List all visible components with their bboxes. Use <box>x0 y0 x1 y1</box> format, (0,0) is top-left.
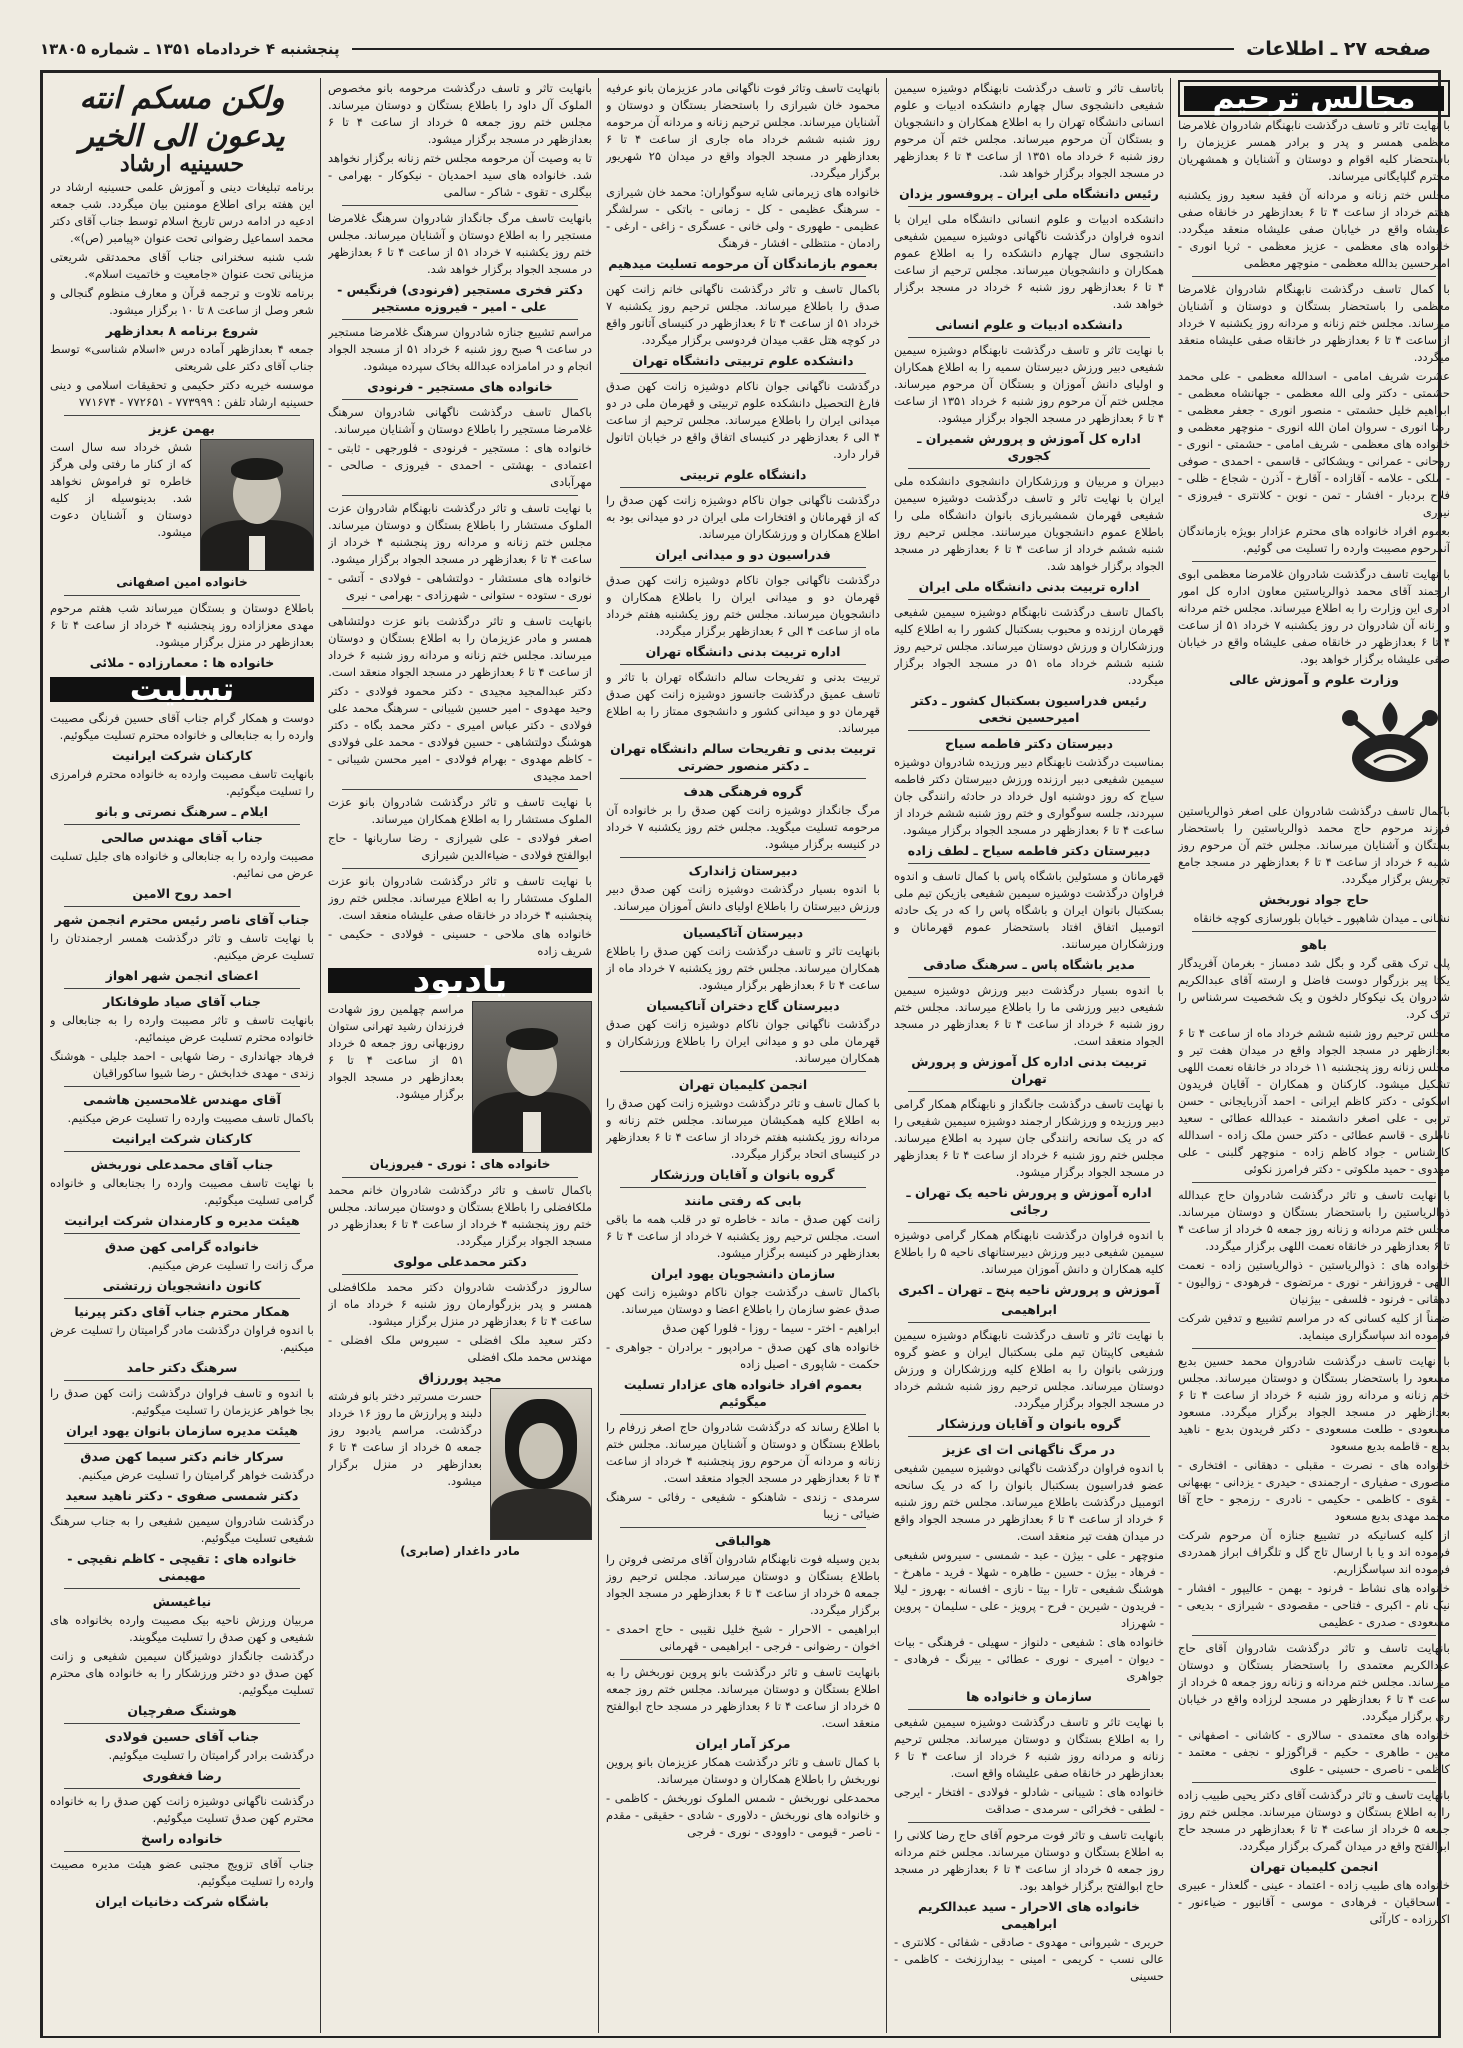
notice-signers: خانواده های : ذوالریاستین - ذوالریاستین زاده - نعمت اللهی - فروزانفر - نوری - مرتضوی - فرهودی - زوالیون - دهقانی - فرنود - فلسفی - بیژنیان <box>1178 1258 1450 1306</box>
notice-heading: تربیت بدنی اداره کل آموزش و پرورش تهران <box>911 1054 1147 1086</box>
notice-text: با کمال تاسف و تاثر درگذشت همکار عزیزمان بانو پروین نوربخش را باطلاع همکاران و دوستان میرساند. <box>606 1755 880 1786</box>
taslit-banner: تسلیت <box>50 677 314 702</box>
divider <box>64 415 300 416</box>
notice-text: بمناسبت درگذشت نابهنگام دبیر ورزیده شادروان دوشیزه سیمین شفیعی دبیر ارزنده ورزش دبیرستان دکتر فاطمه سیاح که روز دوشنبه اول خرداد در حادثه رانندگی جان سپردند، جلسه سوگواری و ختم روز شنبه ششم خرداد از ساعت ۴ تا ۶ بعدازظهر در مسجد الجواد برگزار میشود. <box>894 755 1164 837</box>
divider <box>64 1588 300 1589</box>
notice-text: درگذشت شادروان سیمین شفیعی را به جناب سرهنگ شفیعی تسلیت میگوئیم. <box>50 1514 314 1545</box>
notice-text: بانهایت تاثر و تاسف درگذشت زانت کهن صدق را باطلاع همکاران میرساند. مجلس ختم روز یکشنبه ۷ خرداد ماه از ساعت ۴ تا ۶ بعدازظهر برگزار میشود. <box>606 944 880 992</box>
notice-text: با نهایت تاثر و تاسف درگذشت نابهنگام دوشیزه سیمین شفیعی دبیر ورزش دبیرستان سمیه را به اطلاع همکاران و اولیای دانش آموزان و بستگان آن مرحوم میرساند. مجلس ختم آن مرحوم روز شنبه ۶ خرداد ۱۳۵۱ از ساعت ۴ تا ۶ بعدازظهر در مسجد الجواد برگزار میشود. <box>894 343 1164 425</box>
notice-text: با اندوه بسیار درگذشت دوشیزه زانت کهن صدق دبیر ورزش دبیرستان را باطلاع اولیای دانش آموزان میرساند. <box>606 882 880 913</box>
notice-text: نشانی ـ میدان شاهپور ـ خیابان بلورسازی کوچه خانقاه <box>1193 911 1450 925</box>
notice-text: ضمناً از کلیه کسانی که در مراسم تشییع و تدفین شرکت فرموده اند سپاسگزاری مینماید. <box>1178 1311 1450 1342</box>
notice-text: درگذشت برادر گرامیتان را تسلیت میگوئیم. <box>108 1748 314 1762</box>
notice-heading: جناب آقای ناصر رئیس محترم انجمن شهر <box>54 912 310 927</box>
divider <box>64 1788 300 1789</box>
notice-heading: خانواده گرامی کهن صدق <box>104 1239 260 1254</box>
notice-text: با کمال تاسف درگذشت نابهنگام شادروان غلامرضا معظمی را باستحضار بستگان و دوستان و آشنایان میرساند. مجلس ختم زنانه و مردانه روز یکشنبه ۷ خرداد از ساعت ۴ تا ۶ بعدازظهر در خانقاه صفی علیشاه منعقد میگردد. <box>1178 282 1450 364</box>
notice-text: با نهایت تاثر و تاسف درگذشت نابهنگام شادروان غلامرضا معظمی همسر و پدر و برادر همسر عزیزمان را باستحضار کلیه اقوام و دوستان و آشنایان و همشهریان محترم گلپایگانی میرساند. <box>1178 118 1450 183</box>
notice-heading: همکار محترم جناب آقای دکتر پیرنیا <box>74 1304 290 1319</box>
notice-heading: جناب آقای محمدعلی نوربخش <box>90 1157 274 1172</box>
divider <box>1192 276 1436 277</box>
notice-heading: ایلام ـ سرهنگ نصرتی و بانو <box>95 804 269 819</box>
divider <box>64 1723 300 1724</box>
notice-text: بانهایت تاسف و تاثر درگذشت بانو پروین نوربخش را به اطلاع بستگان و دوستان میرساند. مجلس ختم روز جمعه ۵ خرداد از ساعت ۴ تا ۶ بعدازظهر در مسجد حاج ابوالفتح منعقد است. <box>606 1665 880 1730</box>
divider <box>908 468 1150 469</box>
notice-heading: مرکز آمار ایران <box>695 1736 791 1751</box>
notice-signers: خانواده های طبیب زاده - اعتماد - عینی - گلعذار - عبیری - اسحاقیان - فرهادی - موسی - آقانیور - ضیاءنور - اکبرزاده - کارآئی <box>1178 1878 1450 1926</box>
notice-heading: دانشکده ادبیات و علوم انسانی <box>935 317 1123 332</box>
notice-heading: مدیر باشگاه پاس ـ سرهنگ صادقی <box>923 957 1135 972</box>
notice-heading: دبیرستان آتاکیسیان <box>682 925 804 940</box>
notice-text: موسسه خیریه دکتر حکیمی و تحقیقات اسلامی و دینی حسینیه ارشاد تلفن : ۷۷۳۹۹۹ - ۷۷۲۶۵۱ - ۷۷۱۶۷۴ <box>50 378 314 409</box>
notice-heading: تربیت بدنی و تفریحات سالم دانشگاه تهران ـ دکتر منصور حضرتی <box>610 741 876 773</box>
divider <box>620 487 866 488</box>
column-rule <box>598 78 599 2033</box>
notice-text: باکمال تاسف درگذشت شادروان علی اصغر ذوالریاستین فرزند مرحوم حاج محمد ذوالریاستین را باستحضار بستگان و آشنایان میرساند. مجلس ختم آن مرحوم روز شنبه ۶ خرداد از ساعت ۴ تا ۶ بعدازظهر در مسجد جامع تجریش برگزار میگردد. <box>1178 804 1450 886</box>
memorial-block <box>328 1388 592 1540</box>
notice-text: تا به وصیت آن مرحومه مجلس ختم زنانه برگزار نخواهد شد. خانواده های سید احمدیان - نیکوکار - بهرامی - بیگلری - تقوی - شاکر - سالمی <box>328 151 592 199</box>
column-rule <box>1170 78 1171 2033</box>
memorial-block <box>50 439 314 571</box>
notice-text: از کلیه کسانیکه در تشییع جنازه آن مرحوم شرکت فرموده اند و یا با ارسال تاج گل و تلگراف ابراز همدردی فرموده اند سپاسگزاریم. <box>1178 1528 1450 1576</box>
notice-signers: عشرت شریف امامی - اسدالله معظمی - علی محمد حشمتی - دکتر ولی الله معظمی - جهانشاه معظمی - ابراهیم خلیل حشمتی - منصور انوری - جعفر معظمی - رضا انوری - سروان امان الله انوری - منوچهر معظمی و خانواده های معظمی - شریف امامی - حشمتی - انوری - روحانی - عمرانی - ویشکائی - قاسمی - احمدی - صوفی - ملکی - علامه - آقازاده - آقارخ - آذرن - شجاع - ظلی - فلاح بردبار - افشار - تمن - نوبن - کلانتری - فیروزی - نیوری <box>1178 369 1450 519</box>
notice-text: بدین وسیله فوت نابهنگام شادروان آقای مرتضی فروتن را باطلاع بستگان و دوستان میرساند. مجلس ترحیم روز جمعه ۵ خرداد از ساعت ۴ تا ۶ بعدازظهر در مسجد الجواد برگزار میگردد. <box>606 1552 880 1617</box>
notice-text: تربیت بدنی و تفریحات سالم دانشگاه تهران با تاثر و تاسف عمیق درگذشت جانسوز دوشیزه زانت کهن صدق قهرمان دو و میدانی کشور و دانشجوی ممتاز را به اطلاع میرساند. <box>606 670 880 735</box>
notice-text: مرگ زانت را تسلیت عرض میکنیم. <box>147 1258 314 1272</box>
divider <box>342 1177 578 1178</box>
notice-heading: دکتر شمسی صفوی - دکتر ناهید سعید <box>65 1488 299 1503</box>
divider <box>64 1851 300 1852</box>
notice-text: با نهایت تاسف درگذشت شادروان غلامرضا معظمی ابوی ارجمند آقای محمد ذوالریاستین معاون اداره کل امور اداری این وزارت را به اطلاع میرساند. مجلس ختم مردانه و زنانه آن شادروان در روز یکشنبه ۷ خرداد ۵۱ از ساعت ۴ تا ۶ بعدازظهر در خانقاه صفی علیشاه واقع در خیابان صفی علیشاه برگزار خواهد بود. <box>1178 567 1450 666</box>
notice-heading: بهمن عزیز <box>149 421 215 436</box>
divider <box>620 1659 866 1660</box>
notice-text: درگذشت ناگهانی جوان ناکام دوشیزه زانت کهن صدق فارغ التحصیل دانشکده علوم تربیتی و قهرمان ملی در دو میدانی ایران را باطلاع میرساند. مجلس ترحیم از ساعت ۴ الی ۶ بعدازظهر در کنیسای اتفاق واقع در خیابان اتانول قرار دارد. <box>606 379 880 461</box>
notice-heading: دانشکده علوم تربیتی دانشگاه تهران <box>632 353 854 368</box>
divider <box>342 789 578 790</box>
notice-text: قهرمانان و مسئولین باشگاه پاس با کمال تاسف و اندوه فراوان درگذشت دوشیزه سیمین شفیعی بازیکن تیم ملی بسکتبال بانوان ایران و باشگاه پاس را که در یک حادثه اتومبیل اتفاق افتاد باستحضار عموم قهرمانان و ورزشکاران میرسانند. <box>894 869 1164 951</box>
notice-heading: دبیرستان ژاندارک <box>688 863 798 878</box>
divider <box>342 608 578 609</box>
notice-text: با نهایت تاسف و تاثر درگذشت همسر ارجمندتان را تسلیت عرض میکنیم. <box>50 931 314 962</box>
majales-tarhim-header <box>1178 80 1450 117</box>
divider <box>64 1151 300 1152</box>
notice-heading: بابی که رفتی مانند <box>684 1193 802 1208</box>
divider <box>64 595 300 596</box>
notice-text: پلی ترک هقی گرد و بگل شد دمساز - بغرمان آفریدگار یکتا پیر بزرگوار دوست فاضل و ارسته آقای عبدالکریم شادروان یک نیکوکار دلخون و یک شخصیت سرشناس را ترک کرد. <box>1178 956 1450 1021</box>
notice-heading: خانواده های مستجیر - فرنودی <box>367 379 553 394</box>
notice-heading: انجمن کلیمیان تهران <box>678 1077 808 1092</box>
notice-text: بانهایت تاسف و تاثر درگذشت آقای دکتر یحیی طبیب زاده را به اطلاع بستگان و دوستان میرساند. مجلس ختم روز جمعه ۵ خرداد از ساعت ۴ تا ۶ بعدازظهر در مسجد حاج ابوالفتح واقع در میدان گمرک برگزار میگردد. <box>1178 1788 1450 1853</box>
notice-heading: خانواده راسخ <box>141 1831 223 1846</box>
notice-heading: دکتر فخری مستجیر (فرنودی) فرنگیس - علی - امیر - فیروزه مستجیر <box>337 282 583 314</box>
notice-heading: جناب آقای صیاد طوفانکار <box>103 994 261 1009</box>
divider <box>64 1298 300 1299</box>
notice-signature: انجمن کلیمیان تهران <box>1249 1859 1379 1874</box>
divider <box>342 868 578 869</box>
divider <box>620 1414 866 1415</box>
notice-heading: کارکنان شرکت ایرانیت <box>111 748 253 763</box>
notice-text: مجلس ترحیم روز شنبه ششم خرداد ماه از ساعت ۴ تا ۶ بعدازظهر در مسجد الجواد واقع در میدان هفت تیر و مجلس زنانه روز پنجشنبه ۱۱ خرداد در خانقاه نعمت اللهی تشکیل میشود. کارکنان و همکاران - آقایان فریدون اسکوئی - دکتر کاظم ایرانی - احمد آذربایجانی - حسن ترابی - علی اصغر دانشمند - عبدالله عطائی - سعید ناظری - قاسم عطائی - دکتر حسن ملک زاده - اسدالله کارشناس - جواد کاظم زاده - منوچهر گلبنی - علی مهدوی - حمید ملکوتی - دکتر فرامرز نکوئی <box>1178 1026 1450 1176</box>
notice-heading: اداره تربیت بدنی دانشگاه ملی ایران <box>918 579 1140 594</box>
divider <box>64 1233 300 1234</box>
notice-text: با نهایت تاسف و تاثر درگذشت شادروان بانو عزت الملوک مستشار را به اطلاع میرساند. مجلس ختم روز پنجشنبه ۴ خرداد در خانقاه صفی علیشاه منعقد است. <box>328 874 592 922</box>
notice-text: مراسم تشییع جنازه شادروان سرهنگ غلامرضا مستجیر در ساعت ۹ صبح روز شنبه ۶ خرداد ۵۱ از مسجد الجواد انجام و در امامزاده عبدالله بخاک سپرده میشود. <box>328 325 592 373</box>
notice-heading: گروه فرهنگی هدف <box>683 784 803 799</box>
notice-text: با کمال تاسف و تاثر درگذشت دوشیزه زانت کهن صدق را به اطلاع کلیه همکیشان میرساند. مجلس ختم زنانه و مردانه روز یکشنبه هفتم خرداد از ساعت ۴ تا ۶ بعدازظهر در کنیسای اتحاد برگزار میگردد. <box>606 1096 880 1161</box>
notice-heading: فدراسیون دو و میدانی ایران <box>655 547 831 562</box>
notice-text: برنامه تبلیغات دینی و آموزش علمی حسینیه ارشاد در این هفته برای اطلاع مومنین بیان میگردد. شب جمعه ادعیه در ادامه درس تاریخ اسلام توسط جناب آقای دکتر محمد اسماعیل رضوانی تحت عنوان «پیامبر (ص)». <box>50 180 314 245</box>
notice-heading: کانون دانشجویان زرتشتی <box>102 1278 262 1293</box>
notice-heading: آموزش و پرورش ناحیه پنج ـ تهران ـ اکبری <box>898 1282 1160 1297</box>
notice-text: با نهایت تاثر و تاسف درگذشت نابهنگام دوشیزه سیمین شفیعی کاپیتان تیم ملی بسکتبال ایران و عضو گروه ورزشی بانوان را به اطلاع کلیه ورزشکاران و ورزش دوستان میرساند. مجلس ترحیم روز شنبه ششم خرداد در مسجد الجواد برگزار میگردد. <box>894 1328 1164 1410</box>
column-1 <box>1178 80 1450 2030</box>
notice-text: باکمال تاسف درگذشت نابهنگام دوشیزه سیمین شفیعی قهرمان ارزنده و محبوب بسکتبال کشور را به اطلاع کلیه ورزشکاران و ورزش دوستان میرساند. مجلس ترحیم روز شنبه ششم خرداد ماه ۵۱ در مسجد الجواد برگزار میگردد. <box>894 605 1164 687</box>
divider <box>342 495 578 496</box>
notice-text: با اندوه فراوان درگذشت ناگهانی دوشیزه سیمین شفیعی عضو فدراسیون بسکتبال بانوان را که در یک سانحه اتومبیل درگذشت باطلاع میرساند. مجلس ختم روز شنبه ۶ خرداد از ساعت ۴ تا ۶ بعدازظهر در مسجد الجواد واقع در میدان هفت تیر منعقد است. <box>894 1461 1164 1543</box>
notice-text: شش خرداد سه سال است که از کنار ما رفتی ولی هرگز خاطره تو فراموش نخواهد شد. بدینوسیله از کلیه دوستان و آشنایان دعوت میشود. <box>50 440 192 539</box>
notice-signers: منوچهر - علی - بیژن - عبد - شمسی - سیروس شفیعی - فرهاد - بیژن - حسین - طاهره - شهلا - فرید - ماهرخ - هوشنگ شفیعی - تارا - بیتا - نازی - افسانه - بهروز - لیلا - فریدون - شیرین - فرح - پرویز - علی - سلیمان - پروین - شهرزاد <box>894 1548 1164 1630</box>
notice-text: با نهایت تاثر و تاسف درگذشت دوشیزه سیمین شفیعی را به اطلاع بستگان و دوستان میرساند. مجلس ترحیم زنانه و مردانه روز شنبه ۶ خرداد از ساعت ۴ تا ۶ بعدازظهر در خانقاه صفی علیشاه واقع است. <box>894 1715 1164 1780</box>
notice-heading: احمد روح الامین <box>132 886 232 901</box>
notice-text: حسرت مسرتبر دختر بانو فرشته دلبند و پرارزش ما روز ۱۶ خرداد درگذشت. مراسم یادبود روز جمعه ۵ خرداد از ساعت ۴ تا ۶ بعدازظهر در منزل برگزار میشود. <box>328 1389 482 1488</box>
divider <box>620 276 866 277</box>
notice-text: باکمال تاسف مصیبت وارده را تسلیت عرض میکنیم. <box>67 1111 314 1125</box>
issue-date: پنجشنبه ۴ خردادماه ۱۳۵۱ ـ شماره ۱۳۸۰۵ <box>40 40 340 58</box>
divider <box>908 1709 1150 1710</box>
notice-signers: فرهاد جهانداری - رضا شهابی - احمد جلیلی - هوشنگ زندی - مهدی خدابخش - رضا شیوا ساکوراقیان <box>50 1049 314 1080</box>
divider <box>620 919 866 920</box>
divider <box>342 319 578 320</box>
masthead-rule <box>352 48 1235 50</box>
notice-heading: بعموم بازماندگان آن مرحومه تسلیت میدهیم <box>608 256 878 271</box>
notice-text: درگذشت ناگهانی جوان ناکام دوشیزه زانت کهن صدق قهرمان ملی دو و میدانی ایران را باطلاع ورزشکاران و همکاران میرساند. <box>606 1017 880 1065</box>
notice-heading: باشگاه شرکت دخانیات ایران <box>95 1894 269 1909</box>
notice-signers: دکتر عبدالمجید مجیدی - دکتر محمود فولادی - دکتر وحید مهدوی - امیر حسین شیبانی - سرهنگ محمد علی فولادی - دکتر عباس امیری - دکتر محمد بگاه - دکتر هوشنگ دولتشاهی - حسین فولادی - محمد علی فولادی - کاظم مهدوی - بهرام فولادی - امیر محسن شیبانی - احمد مجیدی <box>328 684 592 783</box>
divider <box>908 1222 1150 1223</box>
notice-text: بانهایت تاسف و تاثر درگذشت شادروان آقای حاج عبدالکریم معتمدی را باستحضار بستگان و دوستان میرساند. مجلس ختم مردانه و زنانه روز جمعه ۵ خرداد از ساعت ۴ تا ۶ بعدازظهر در مسجد لرزاده واقع در خیابان ری برگزار میگردد. <box>1178 1641 1450 1723</box>
notice-text: مربیان ورزش ناحیه بیک مصیبت وارده بخانواده های شفیعی و کهن صدق را تسلیت میگویند. <box>50 1613 314 1644</box>
notice-text: زانت کهن صدق - ماند - خاطره تو در قلب همه ما باقی است. مجلس ترحیم روز یکشنبه ۷ خرداد از ساعت ۴ تا ۶ بعدازظهر در کنیسه برگزار میشود. <box>606 1212 880 1260</box>
divider <box>342 399 578 400</box>
notice-heading: رئیس فدراسیون بسکتبال کشور ـ دکتر امیرحسین نخعی <box>911 693 1147 725</box>
section-title: مجالس ترحیم <box>1184 86 1444 111</box>
notice-heading: خانواده های الاحرار - سید عبدالکریم ابراهیمی <box>918 1899 1140 1931</box>
divider <box>908 599 1150 600</box>
divider <box>908 1822 1150 1823</box>
column-rule <box>320 78 321 2033</box>
photo-caption: مادر داغدار (صابری) <box>400 1544 520 1558</box>
notice-text: با اندوه فراوان درگذشت مادر گرامیتان را تسلیت عرض میکنیم. <box>50 1323 314 1354</box>
notice-signers: خانواده های : مستجیر - فرنودی - فلورجهی - ثابتی - اعتمادی - بهشتی - احمدی - فیروزی - صالحی - مهرآبادی <box>328 441 592 489</box>
notice-signers: خانواده های : شفیعی - دلنواز - سهیلی - فرهنگی - بیات - دیوان - امیری - نوری - عطائی - بیرنگ - فرهادی - جواهری <box>894 1635 1164 1683</box>
photo-caption: خانواده های : نوری - فیروزیان <box>369 1157 551 1171</box>
divider <box>620 1071 866 1072</box>
notice-text: دبیران و مربیان و ورزشکاران دانشجوی دانشکده ملی ایران با نهایت تاثر و تاسف درگذشت دوشیزه سیمین شفیعی قهرمان شمشیربازی بانوان دانشگاه ملی را باطلاع عموم دانشجویان میرسانند. مجلس ترحیم روز شنبه ششم خرداد از ساعت ۴ تا ۶ بعدازظهر در مسجد الجواد برگزار خواهد شد. <box>894 474 1164 573</box>
notice-signers: سرمدی - زندی - شاهنکو - شفیعی - رفائی - سرهنگ ضیائی - زیبا <box>606 1490 880 1521</box>
notice-heading: در مرگ ناگهانی ات ای عزیز <box>943 1442 1115 1457</box>
notice-text: با اندوه فراوان درگذشت نابهنگام همکار گرامی دوشیزه سیمین شفیعی دبیر ورزش دبیرستانهای ناحیه ۵ را باطلاع کلیه همکاران و دانش آموزان میرساند. <box>894 1228 1164 1276</box>
notice-text: شب شنبه سخنرانی جناب آقای محمدتقی شریعتی مزینانی تحت عنوان «جامعیت و خاتمیت اسلام». <box>50 250 314 281</box>
divider <box>64 824 300 825</box>
divider <box>64 1380 300 1381</box>
divider <box>620 778 866 779</box>
divider <box>1192 1182 1436 1183</box>
divider <box>1192 561 1436 562</box>
divider <box>620 1187 866 1188</box>
notice-signers: ابراهیمی - الاحرار - شیخ خلیل نقیبی - حاج احمدی - اخوان - رضوانی - فرجی - ابراهیمی - قهرمانی <box>606 1622 880 1653</box>
divider <box>64 1086 300 1087</box>
notice-text: بعموم افراد خانواده های محترم عزادار بویژه بازماندگان آنمرحوم مصیبت وارده را تسلیت می گوئیم. <box>1178 524 1450 555</box>
masthead <box>40 34 1431 64</box>
notice-text: با اطلاع رساند که درگذشت شادروان حاج اصغر زرفام را باطلاع بستگان و دوستان و آشنایان میرساند. مجلس ختم زنانه و مردانه آن مرحوم روز پنجشنبه ۴ خرداد از ساعت ۴ تا ۶ بعدازظهر در مسجد الجواد منعقد است. <box>606 1420 880 1485</box>
divider <box>342 205 578 206</box>
notice-heading: خانواده ها : معمارزاده - ملائی <box>89 655 275 670</box>
notice-text: باکمال تاسف درگذشت ناگهانی شادروان سرهنگ غلامرضا مستجیر را باطلاع دوستان و آشنایان میرساند. <box>328 405 592 436</box>
notice-heading: اداره تربیت بدنی دانشگاه تهران <box>645 644 841 659</box>
notice-text: برنامه تلاوت و ترجمه قرآن و معارف منظوم گنجالی و شعر وصل از ساعت ۸ تا ۱۰ برگزار میشود. <box>50 286 314 317</box>
yadbud-banner: یادبود <box>328 968 592 993</box>
notice-text: باکمال تاسف و تاثر درگذشت ناگهانی خانم زانت کهن صدق را باطلاع میرساند. مجلس ترحیم روز یکشنبه ۷ خرداد ۵۱ از ساعت ۴ تا ۶ بعدازظهر در کنیسای آتانور واقع در کوچه هتل عقب میدان فردوسی برگزار میگردد. <box>606 282 880 347</box>
notice-text: مجلس ختم زنانه و مردانه آن فقید سعید روز یکشنبه هفتم خرداد از ساعت ۴ تا ۶ بعدازظهر در خانقاه صفی علیشاه واقع در خیابان صفی علیشاه منعقد میگردد. خانواده های معظمی - عزیز معظمی - ثریا انوری - امیرحسین بدالله معظمی - منوچهر معظمی <box>1178 188 1450 270</box>
notice-heading: هیئت مدیره و کارمندان شرکت ایرانیت <box>64 1213 300 1228</box>
notice-text: دانشکده ادبیات و علوم انسانی دانشگاه ملی ایران با اندوه فراوان درگذشت ناگهانی دوشیزه سیمین شفیعی دانشجوی سال چهارم دانشکده را به اطلاع عموم همکاران و دانشجویان میرساند. مجلس ترحیم از ساعت ۴ تا ۶ بعدازظهر روز شنبه ۶ خرداد در مسجد برگزار خواهد شد. <box>894 212 1164 311</box>
notice-text: جمعه ۴ بعدازظهر آماده درس «اسلام شناسی» توسط جناب آقای دکتر علی شریعتی <box>50 342 314 373</box>
notice-text: بانهایت تاسف و تاثر فوت مرحوم آقای حاج رضا کلانی را به اطلاع بستگان و دوستان میرساند. مجلس ختم مردانه روز جمعه ۵ خرداد از ساعت ۴ تا ۶ بعدازظهر در مسجد حاج ابوالفتح برگزار خواهد بود. <box>894 1828 1164 1893</box>
notice-text: باکمال تاسف درگذشت جوان ناکام دوشیزه زانت کهن صدق عضو سازمان را باطلاع اعضا و دوستان میرساند. <box>606 1285 880 1316</box>
notice-signers: اصغر فولادی - علی شیرازی - رضا ساربانها - حاج ابوالفتح فولادی - ضیاءالدین شیرازی <box>328 831 592 862</box>
girl-portrait-photo <box>490 1388 592 1540</box>
notice-heading: اداره کل آموزش و پرورش شمیران ـ کجوری <box>917 431 1141 463</box>
divider <box>64 906 300 907</box>
notice-heading: باهو <box>1301 937 1327 952</box>
divider <box>1192 931 1436 932</box>
notice-text: بانهایت تاسف مرگ جانگداز شادروان سرهنگ غلامرضا مستجیر را به اطلاع دوستان و آشنایان میرساند. مجلس ختم روز یکشنبه ۷ خرداد ۵۱ از ساعت ۴ تا ۶ بعدازظهر در مسجد الجواد برگزار خواهد شد. <box>328 211 592 276</box>
notice-signers: خانواده های نشاط - فرنود - بهمن - عالیپور - افشار - نیک نام - اکبری - فتاحی - مقصودی - شیرازی - بدیعی - مسعودی - صدری - عظیمی <box>1178 1581 1450 1629</box>
notice-text: با نهایت تاسف و تاثر درگذشت شادروان حاج عبدالله ذوالریاستین را باستحضار بستگان و دوستان میرساند. مجلس ختم مردانه و زنانه روز جمعه ۵ خرداد از ساعت ۴ تا ۶ بعدازظهر در خانقاه نعمت اللهی برگزار میگردد. <box>1178 1188 1450 1253</box>
divider <box>64 988 300 989</box>
column-5 <box>50 80 314 2030</box>
notice-text: با نهایت تاسف و تاثر درگذشت شادروان بانو عزت الملوک مستشار را به اطلاع همکاران میرساند. <box>328 795 592 826</box>
notice-text: بانهایت تاثر و تاسف درگذشت مرحومه بانو مخصوص الملوک آل داود را باطلاع بستگان و دوستان میرساند. مجلس ختم روز جمعه ۵ خرداد از ساعت ۴ تا ۶ بعدازظهر در مسجد برگزار میشود. <box>328 81 592 146</box>
notice-text: با اندوه بسیار درگذشت دبیر ورزش دوشیزه سیمین شفیعی دبیر ورزشی ما را باطلاع میرساند. مجلس ختم روز شنبه ۶ خرداد از ساعت ۴ تا ۶ بعدازظهر در مسجد الجواد منعقد است. <box>894 983 1164 1048</box>
notice-heading: رضا فغفوری <box>142 1768 222 1783</box>
notice-heading: مجید پوررزاق <box>418 1370 502 1385</box>
notice-text: سالروز درگذشت شادروان دکتر محمد ملکافضلی همسر و پدر بزرگوارمان روز شنبه ۶ خرداد ماه از ساعت ۴ تا ۶ بعدازظهر در منزل برگزار میشود. <box>328 1280 592 1328</box>
notice-text: مصیبت وارده را به جنابعالی و خانواده های جلیل تسلیت عرض می نمائیم. <box>50 849 314 880</box>
notice-heading: خانواده های : تقیچی - کاظم نقیچی - مهیمنی <box>67 1551 297 1583</box>
notice-heading: هیئت مدیره سازمان بانوان یهود ایران <box>66 1423 298 1438</box>
notice-text: درگذشت جانگداز دوشیزگان سیمین شفیعی و زانت کهن صدق دو دختر ورزشکار را به خانواده های محترم تسلیت میگوئیم. <box>50 1649 314 1697</box>
portrait-photo <box>200 439 314 571</box>
notice-text: بانهایت تاسف مصیبت وارده به خانواده محترم فرامرزی را تسلیت میگوئیم. <box>50 767 314 798</box>
notice-heading: دانشگاه علوم تربیتی <box>679 467 807 482</box>
notice-text: با اندوه و تاسف فراوان درگذشت زانت کهن صدق را بجا خواهر عزیزمان را تسلیت میگوئیم. <box>50 1386 314 1417</box>
notice-text: درگذشت ناگهانی دوشیزه زانت کهن صدق را به خانواده محترم کهن صدق تسلیت میگوئیم. <box>50 1794 314 1825</box>
ministry-emblem <box>1330 698 1450 790</box>
column-3 <box>606 80 880 2030</box>
notice-heading: رئیس دانشگاه ملی ایران ـ پروفسور یزدان <box>899 186 1159 201</box>
notice-text: بانهایت تاسف و تاثر درگذشت بانو عزت دولتشاهی همسر و مادر عزیزمان را به اطلاع بستگان و دوستان میرساند. مجلس ختم زنانه و مردانه روز شنبه ۶ خرداد از ساعت ۴ تا ۶ بعدازظهر در مسجد الجواد منعقد است. <box>328 614 592 679</box>
divider <box>620 567 866 568</box>
column-rule <box>886 78 887 2033</box>
notice-text: مرگ جانگداز دوشیزه زانت کهن صدق را بر خانواده آن مرحومه تسلیت میگوید. مجلس ختم روز یکشنبه ۷ خرداد در کنیسه برگزار میشود. <box>606 803 880 851</box>
notice-heading: سرکار خانم دکتر سیما کهن صدق <box>80 1449 284 1464</box>
divider <box>908 1436 1150 1437</box>
hosseinieh-ershad-logo: حسینیه ارشاد <box>119 151 245 177</box>
notice-text: با نهایت تاسف مصیبت وارده را بجنابعالی و خانواده گرامی تسلیت میگوئیم. <box>50 1176 314 1207</box>
divider <box>1192 1782 1436 1783</box>
notice-text: با نهایت تاسف و تاثر درگذشت نابهنگام شادروان عزت الملوک مستشار را باطلاع بستگان و دوستان میرساند. مجلس ختم زنانه و مردانه روز پنجشنبه ۴ خرداد از ساعت ۴ تا ۶ بعدازظهر در مسجد الجواد برگزار میشود. <box>328 501 592 566</box>
notice-signers: دکتر سعید ملک افضلی - سیروس ملک افضلی - مهندس محمد ملک افضلی <box>328 1333 592 1364</box>
notice-heading: هوالباقی <box>714 1533 772 1548</box>
divider <box>64 1443 300 1444</box>
notice-text: باطلاع دوستان و بستگان میرساند شب هفتم مرحوم مهدی معزازاده روز پنجشنبه ۴ خرداد از ساعت ۴ تا ۶ بعدازظهر در منزل برگزار میشود. <box>50 601 314 649</box>
divider <box>908 206 1150 207</box>
notice-signers: خانواده های - نصرت - مقبلی - دهقانی - افتخاری - منصوری - صفیاری - ارجمندی - حیدری - یزدانی - بهبهانی - نقوی - کاظمی - حکیمی - نادری - رزمجو - حاج آقا محمد مهدی بدیع مسعود <box>1178 1458 1450 1523</box>
divider <box>908 337 1150 338</box>
notice-text: دوست و همکار گرام جناب آقای حسین فرنگی مصیبت وارده را به جنابعالی و خانواده محترم تسلیت میگوئیم. <box>50 711 314 742</box>
notice-text: مراسم چهلمین روز شهادت فرزندان رشید تهرانی ستوان روزبهانی روز جمعه ۵ خرداد ۵۱ از ساعت ۴ تا ۶ بعدازظهر در مسجد الجواد برگزار میشود. <box>328 1002 464 1101</box>
page-label: صفحه ۲۷ ـ اطلاعات <box>1246 38 1431 60</box>
notice-signers: خانواده های مستشار - دولتشاهی - فولادی - آتشی - نوری - ستوده - ستوانی - شهرزادی - بهرامی - نیری <box>328 571 592 602</box>
notice-text: با نهایت تاسف درگذشت شادروان محمد حسین بدیع مسعود را باستحضار بستگان و دوستان میرساند. مجلس ختم زنانه و مردانه روز شنبه ۶ خرداد از ساعت ۴ تا ۶ بعدازظهر در مسجد الجواد برگزار میگردد. مسعود مسعودی - طلعت مسعودی - دکتر فریدون بدیع - ناهید بدیع - قاطمه بدیع مسعود <box>1178 1354 1450 1453</box>
notice-signers: خانواده های زیرمانی شایه سوگواران: محمد خان شیرازی - سرهنگ عظیمی - کل - زمانی - باتکی - سرلشگر عظیمی - طهوری - ولی خانی - عسگری - زاغی - ارغی - رادمان - منتظلی - افشار - فرهنگ <box>606 185 880 250</box>
notice-signers: ابراهیم - اختر - سیما - روزا - فلورا کهن صدق <box>662 1321 880 1335</box>
notice-heading: نیاغیسش <box>152 1594 212 1609</box>
notice-heading: کارکنان شرکت ایرانیت <box>111 1131 253 1146</box>
yadbud-block <box>328 1001 592 1153</box>
notice-text: بانهایت تاسف و تاثر مصیبت وارده را به جنابعالی و خانواده محترم تسلیت عرض مینمائیم. <box>50 1013 314 1044</box>
notice-heading: دکتر محمدعلی مولوی <box>393 1254 527 1269</box>
notice-text: درگذشت ناگهانی جوان ناکام دوشیزه زانت کهن صدق را که از قهرمانان و افتخارات ملی ایران در دو میدانی بود به اطلاع همکاران و ورزشکاران میرساند. <box>606 493 880 541</box>
notice-heading: دبیرستان گاج دختران آتاکیسیان <box>646 998 840 1013</box>
divider <box>908 730 1150 731</box>
notice-signers: محمدعلی نوربخش - شمس الملوک نوربخش - کاظمی - و خانواده های نوربخش - دلاوری - شادی - حقیقی - مقدم - ناصر - قیومی - داوودی - نوری - فرجی <box>606 1791 880 1839</box>
divider <box>620 857 866 858</box>
notice-signature: دبیرستان دکتر فاطمه سیاح ـ لطف زاده <box>907 843 1151 858</box>
column-4 <box>328 80 592 2030</box>
divider <box>620 373 866 374</box>
divider <box>342 1274 578 1275</box>
notice-heading: جناب آقای حسین فولادی <box>104 1729 260 1744</box>
divider <box>908 1322 1150 1323</box>
notice-heading: اعضای انجمن شهر اهواز <box>105 968 259 983</box>
notice-heading: سرهنگ دکتر حامد <box>126 1360 238 1375</box>
notice-text: جناب آقای تزویج مجتبی عضو هیئت مدیره مصیبت وارده را تسلیت میگوئیم. <box>50 1857 314 1888</box>
notice-signers: خانواده های کهن صدق - مرادپور - برادران - جواهری - حکمت - شاپوری - اصیل زاده <box>606 1340 880 1371</box>
notice-text: بانهایت تاسف وتاثر فوت ناگهانی مادر عزیزمان بانو عرفیه محمود خان شیرازی را باستحضار بستگان و دوستان و آشنایان میرساند. مجلس ترحیم زنانه و مردانه آن مرحومه روز شنبه ششم خرداد ماه جاری از ساعت ۴ تا ۶ بعدازظهر در مسجد الجواد واقع در میدان ۲۵ شهریور برگزار میگردد. <box>606 81 880 180</box>
notice-text: باتاسف تاثر و تاسف درگذشت نابهنگام دوشیزه سیمین شفیعی دانشجوی سال چهارم دانشکده ادبیات و علوم انسانی دانشگاه تهران را به اطلاع همکاران و دانشجویان و بستگان آن مرحوم میرساند. مجلس ختم آن مرحوم روز شنبه ۶ خرداد ماه ۱۳۵۱ از ساعت ۴ تا ۶ بعدازظهر در مسجد الجواد برگزار خواهد شد. <box>894 81 1164 180</box>
notice-text: درگذشت خواهر گرامیتان را تسلیت عرض میکنیم. <box>78 1468 314 1482</box>
divider <box>908 1091 1150 1092</box>
notice-heading: اداره آموزش و پرورش ناحیه یک تهران ـ رجائی <box>906 1185 1152 1217</box>
calligraphy-verse: ولکن مسکم انته یدعون الی الخیر <box>79 81 285 154</box>
notice-heading: دبیرستان دکتر فاطمه سیاح <box>944 736 1114 751</box>
divider <box>64 1508 300 1509</box>
notice-signers: خانواده های ملاحی - حسینی - فولادی - حکیمی - شریف زاده <box>328 927 592 958</box>
portrait-photo <box>472 1001 592 1153</box>
divider <box>908 977 1150 978</box>
notice-heading: جناب آقای مهندس صالحی <box>101 830 263 845</box>
divider <box>908 863 1150 864</box>
notice-signers: خانواده های معتمدی - سالاری - کاشانی - اصفهانی - معین - طاهری - حکیم - قراگوزلو - نجفی - معتمد - کاظمی - ناصری - حسینی - علوی <box>1178 1728 1450 1776</box>
notice-heading: سازمان دانشجویان یهود ایران <box>650 1266 836 1281</box>
divider <box>620 1527 866 1528</box>
notice-heading: شروع برنامه ۸ بعدازظهر <box>105 323 259 338</box>
notice-heading: سازمان و خانواده ها <box>966 1689 1092 1704</box>
divider <box>1192 1635 1436 1636</box>
divider <box>620 664 866 665</box>
photo-caption: خانواده امین اصفهانی <box>116 575 248 589</box>
notice-text: با نهایت تاسف درگذشت جانگداز و نابهنگام همکار گرامی دبیر ورزیده و ورزشکار ارجمند دوشیزه سیمین شفیعی را که در یک سانحه رانندگی جان سپرد به اطلاع میرساند. مجلس ختم روز شنبه ۶ خرداد از ساعت ۴ تا ۶ بعدازظهر در مسجد الجواد برگزار میشود. <box>894 1097 1164 1179</box>
notice-heading: هوشنگ صفرچیان <box>127 1703 237 1718</box>
notice-heading: گروه بانوان و آقایان ورزشکار <box>651 1167 835 1182</box>
notice-signers: خانواده های : شیبانی - شادلو - فولادی - افتخار - ایرجی - لطفی - فخرائی - سرمدی - صداقت <box>894 1785 1164 1816</box>
notice-signers: حریری - شیروانی - مهدوی - صادقی - شفائی - کلانتری - عالی نسب - کریمی - امینی - بیدارزنخت - کاظمی - حسینی <box>894 1935 1164 1983</box>
notice-heading: آقای مهندس غلامحسین هاشمی <box>83 1092 281 1107</box>
notice-heading: بعموم افراد خانواده های عزادار تسلیت میگوئیم <box>623 1377 863 1409</box>
notice-signature: وزارت علوم و آموزش عالی <box>1229 672 1399 687</box>
notice-heading: گروه بانوان و آقایان ورزشکار <box>937 1416 1121 1431</box>
notice-heading: ابراهیمی <box>1001 1302 1057 1317</box>
notice-text: درگذشت ناگهانی جوان ناکام دوشیزه زانت کهن صدق قهرمان دو و میدانی ایران را باطلاع همکاران و دانشجویان میرساند. مجلس ختم روز یکشنبه هفتم خرداد ماه از ساعت ۴ الی ۶ بعدازظهر برگزار میگردد. <box>606 573 880 638</box>
divider <box>1192 1348 1436 1349</box>
column-2 <box>894 80 1164 2030</box>
notice-signature: حاج جواد نوربخش <box>1258 892 1370 907</box>
notice-text: باکمال تاسف و تاثر درگذشت شادروان خانم محمد ملکافضلی را باطلاع بستگان و دوستان میرساند. مجلس ختم روز پنجشنبه ۴ خرداد از ساعت ۴ تا ۶ بعدازظهر در مسجد الجواد برگزار میگردد. <box>328 1183 592 1248</box>
